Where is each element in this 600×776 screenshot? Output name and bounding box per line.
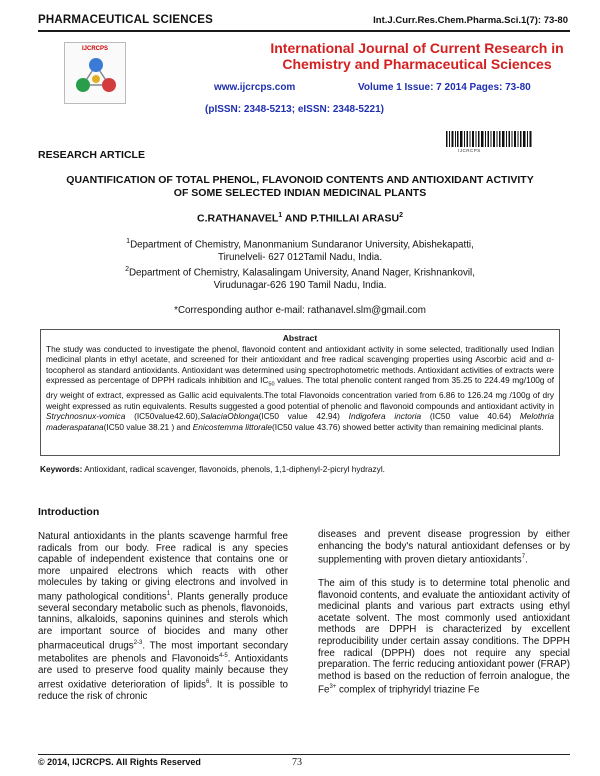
abstract-text: The study was conducted to investigate the phenol, flavonoid content and antioxidant activity in some selected, traditionally used Indian medicinal plants in ethyl acetate, and screened for their antioxidant and free radical scavenging properties using Ascorbic acid and α-tocopherol as standard antioxidants. Antioxidant was determined using spectrophotometric methods. Antioxidant activities of extracts were expressed as percentage of DPPH radicals inhibition and $IC_{50}$ values. The total phenolic content ranged from 35.25 to 224.49 mg/100g of dry weight of extract, expressed as Gallic acid equivalents.The total Flavonoids concentration varied from 6.86 to 126.24 mg /100g of dry weight expressed as rutin equivalents. Results suggested a good potential of phenolic and flavonoid compounds and antioxidant activity in Strychnosnux-vomica (IC50value42.60),SalaciaOblonga(IC50 value 42.94) Indigofera inctoria (IC50 value 40.64) Melothria maderaspatana(IC50 value 38.21 ) and Enicostemma littorale(IC50 value 43.76) showed better activity than remaining medicinal plants. <box>46 343 554 432</box>
author-2-affil-mark: 2 <box>399 212 403 219</box>
species-name: SalaciaOblonga <box>200 411 259 422</box>
volume-issue: Volume 1 Issue: 7 2014 Pages: 73-80 <box>358 82 531 93</box>
author-list <box>80 212 520 225</box>
paragraph: The aim of this study is to determine total phenolic and flavonoid contents, and evaluate the antioxidant activity of medicinal plants and various part extracts using ethyl acetate solvent. The most commonly used antioxidant methods are DPPH is characterized by excellent reproducibility under certain assay conditions. The DPPH free radical (DPPH) does not require any special preparation. The ferric reducing antioxidant power (FRAP) method is based on the reduction of ferroin analogue, the $Fe^{3+}$ complex of triphyridyl triazine Fe <box>318 578 570 696</box>
affiliation-1-line2: Tirunelveli- 627 012Tamil Nadu, India. <box>217 251 383 263</box>
journal-name: International Journal of Current Research in Chemistry and Pharmaceutical Sciences <box>270 40 564 72</box>
species-name: Enicostemma littorale <box>192 421 273 432</box>
citation-mark: 6 <box>205 678 210 685</box>
affiliation-1: $^1$Department of Chemistry, Manonmanium Sundaranor University, Abishekapatti, <box>126 238 474 251</box>
species-name: Melothria maderaspatana <box>46 411 554 432</box>
superscript: 3+ <box>329 684 337 691</box>
footer-divider <box>38 754 570 755</box>
molecule-icon <box>71 55 121 101</box>
affiliations <box>100 236 500 293</box>
journal-logo <box>64 42 126 104</box>
logo-text: IJCRCPS <box>81 46 108 52</box>
journal-website-link[interactable]: www.ijcrcps.com <box>214 82 296 93</box>
author-1: C.RATHANAVEL <box>197 212 279 225</box>
running-header-citation: Int.J.Curr.Res.Chem.Pharma.Sci.1(7): 73-80 <box>373 15 568 26</box>
body-column-right <box>318 529 570 696</box>
author-separator: AND <box>282 212 311 225</box>
corresponding-author: *Corresponding author e-mail: rathanavel.slm@gmail.com <box>174 305 426 316</box>
abstract-heading: Abstract <box>282 333 318 343</box>
citation-mark: 2-3 <box>133 639 143 646</box>
species-name: Indigofera inctoria <box>348 411 422 422</box>
author-2: P.THILLAI ARASU <box>310 212 400 225</box>
barcode-number: IJCRCPS <box>458 148 481 153</box>
body-column-left: Natural antioxidants in the plants scavenge harmful free radicals from our body. Free radical is any species capable of independent existence that contains one or more unpaired electrons which reacts with other molecules by taking or giving electrons and involved in many pathological conditions$^1$. Plants generally produce several secondary metabolic such as phenols, flavonoids, tannins, alkaloids, saponins quinines and sterols which are important source of biocides and many other pharmaceutical drugs$^{2-3}$. The most important secondary metabolites are phenols and Flavonoids$^{4-5}$. Antioxidants are used to preserve food quality mainly because they arrest oxidative deterioration of lipids$^6$. It is possible to reduce the risk of chronic <box>38 531 289 702</box>
article-type: RESEARCH ARTICLE <box>38 149 145 161</box>
running-header-section: PHARMACEUTICAL SCIENCES <box>38 14 213 26</box>
author-1-affil-mark: 1 <box>278 212 283 219</box>
keywords-text: Antioxidant, radical scavenger, flavonoids, phenols, 1,1-diphenyl-2-picryl hydrazyl. <box>82 464 385 474</box>
citation-mark: 7 <box>521 554 526 561</box>
affiliation-2-line2: Virudunagar-626 190 Tamil Nadu, India. <box>213 280 387 292</box>
page-number: 73 <box>292 757 302 768</box>
citation-mark: 1 <box>166 590 171 597</box>
copyright: © 2014, IJCRCPS. All Rights Reserved <box>38 757 201 767</box>
barcode-icon <box>446 131 532 147</box>
paragraph: diseases and prevent disease progression by either enhancing the body's natural antioxidant defenses or by supplementing with proven dietary antioxidants$^7$. <box>318 529 570 566</box>
section-heading-introduction: Introduction <box>38 506 100 518</box>
keywords <box>40 464 560 474</box>
keywords-label: Keywords: <box>40 464 83 474</box>
abstract-box <box>40 329 560 456</box>
header-divider <box>38 30 570 32</box>
article-title: QUANTIFICATION OF TOTAL PHENOL, FLAVONOID CONTENTS AND ANTIOXIDANT ACTIVITY OF SOME SELECTED INDIAN MEDICINAL PLANTS <box>66 174 534 199</box>
affiliation-2: $^2$Department of Chemistry, Kalasalingam University, Anand Nager, Krishnankovil, <box>125 266 475 279</box>
species-name: Strychnosnux-vomica <box>46 411 126 422</box>
citation-mark: 4-5 <box>219 653 228 660</box>
issn: (pISSN: 2348-5213; eISSN: 2348-5221) <box>205 104 384 115</box>
